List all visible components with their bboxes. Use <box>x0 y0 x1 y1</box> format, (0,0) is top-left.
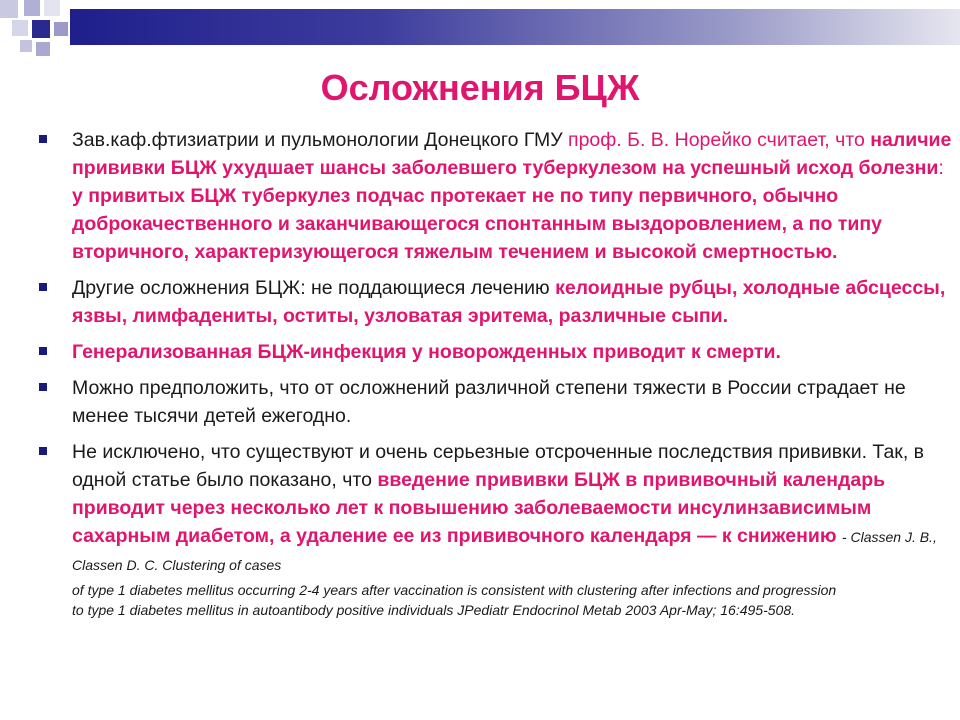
decor-square <box>24 0 40 16</box>
citation-line: of type 1 diabetes mellitus occurring 2-4 years after vaccination is consistent with clustering after infections and progression <box>72 582 837 598</box>
text-segment: Зав.каф.фтизиатрии и пульмонологии Донецкого ГМУ <box>72 129 569 151</box>
citation-continued <box>72 580 953 620</box>
citation-line: to type 1 diabetes mellitus in autoantibody positive individuals JPediatr Endocrinol Metab 2003 Apr-May; 16:495-508. <box>72 602 795 618</box>
text-segment: Не исключено, что существуют и очень серьезные отсроченные последствия прививки. Так, в одной статье было показано, что <box>72 441 925 491</box>
decor-square <box>20 40 32 52</box>
decor-square <box>36 42 50 56</box>
slide-title: Осложнения БЦЖ <box>320 67 640 108</box>
square-bullet-icon <box>39 283 47 291</box>
list-item <box>38 126 953 266</box>
text-segment: : <box>938 157 944 179</box>
text-segment-emphasis: наличие прививки БЦЖ ухудшает шансы заболевшего туберкулезом на успешный исход болезни <box>72 129 952 179</box>
square-bullet-icon <box>39 383 47 391</box>
square-bullet-icon <box>39 347 47 355</box>
text-segment: Можно предположить, что от осложнений различной степени тяжести в России страдает не менее тысячи детей ежегодно. <box>72 377 906 427</box>
list-item <box>38 374 953 430</box>
decor-square <box>44 0 60 16</box>
text-segment-emphasis: у привитых БЦЖ туберкулез подчас протекает не по типу первичного, обычно доброкачественного и заканчивающегося спонтанным выздоровлением, а по типу вторичного, характеризующегося тяжелым течением и высокой смертностью. <box>72 185 882 263</box>
citation: - Classen J. B., Classen D. C. Clustering of cases <box>72 529 937 573</box>
decor-square <box>12 20 28 36</box>
square-bullet-icon <box>39 135 47 143</box>
decor-square <box>54 22 68 36</box>
decor-square <box>32 20 50 38</box>
text-segment: Другие осложнения БЦЖ: не поддающиеся лечению <box>72 277 556 299</box>
text-segment-highlight: проф. Б. В. Норейко считает, что <box>568 129 871 151</box>
text-segment-emphasis: Генерализованная БЦЖ-инфекция у новорожденных приводит к смерти. <box>72 341 781 363</box>
decor-square <box>0 0 18 18</box>
bullet-list <box>38 126 953 628</box>
list-item <box>38 338 953 366</box>
list-item <box>38 438 953 620</box>
header-gradient-band <box>70 9 960 45</box>
header-decoration <box>0 0 960 60</box>
list-item <box>38 274 953 330</box>
square-bullet-icon <box>39 447 47 455</box>
text-segment-emphasis: келоидные рубцы, холодные абсцессы, язвы, лимфадениты, оститы, узловатая эритема, различные сыпи. <box>72 277 946 327</box>
text-segment-emphasis: введение прививки БЦЖ в прививочный календарь приводит через несколько лет к повышению заболеваемости инсулинзависимым сахарным диабетом, а удаление ее из прививочного календаря — к снижению <box>72 469 886 547</box>
